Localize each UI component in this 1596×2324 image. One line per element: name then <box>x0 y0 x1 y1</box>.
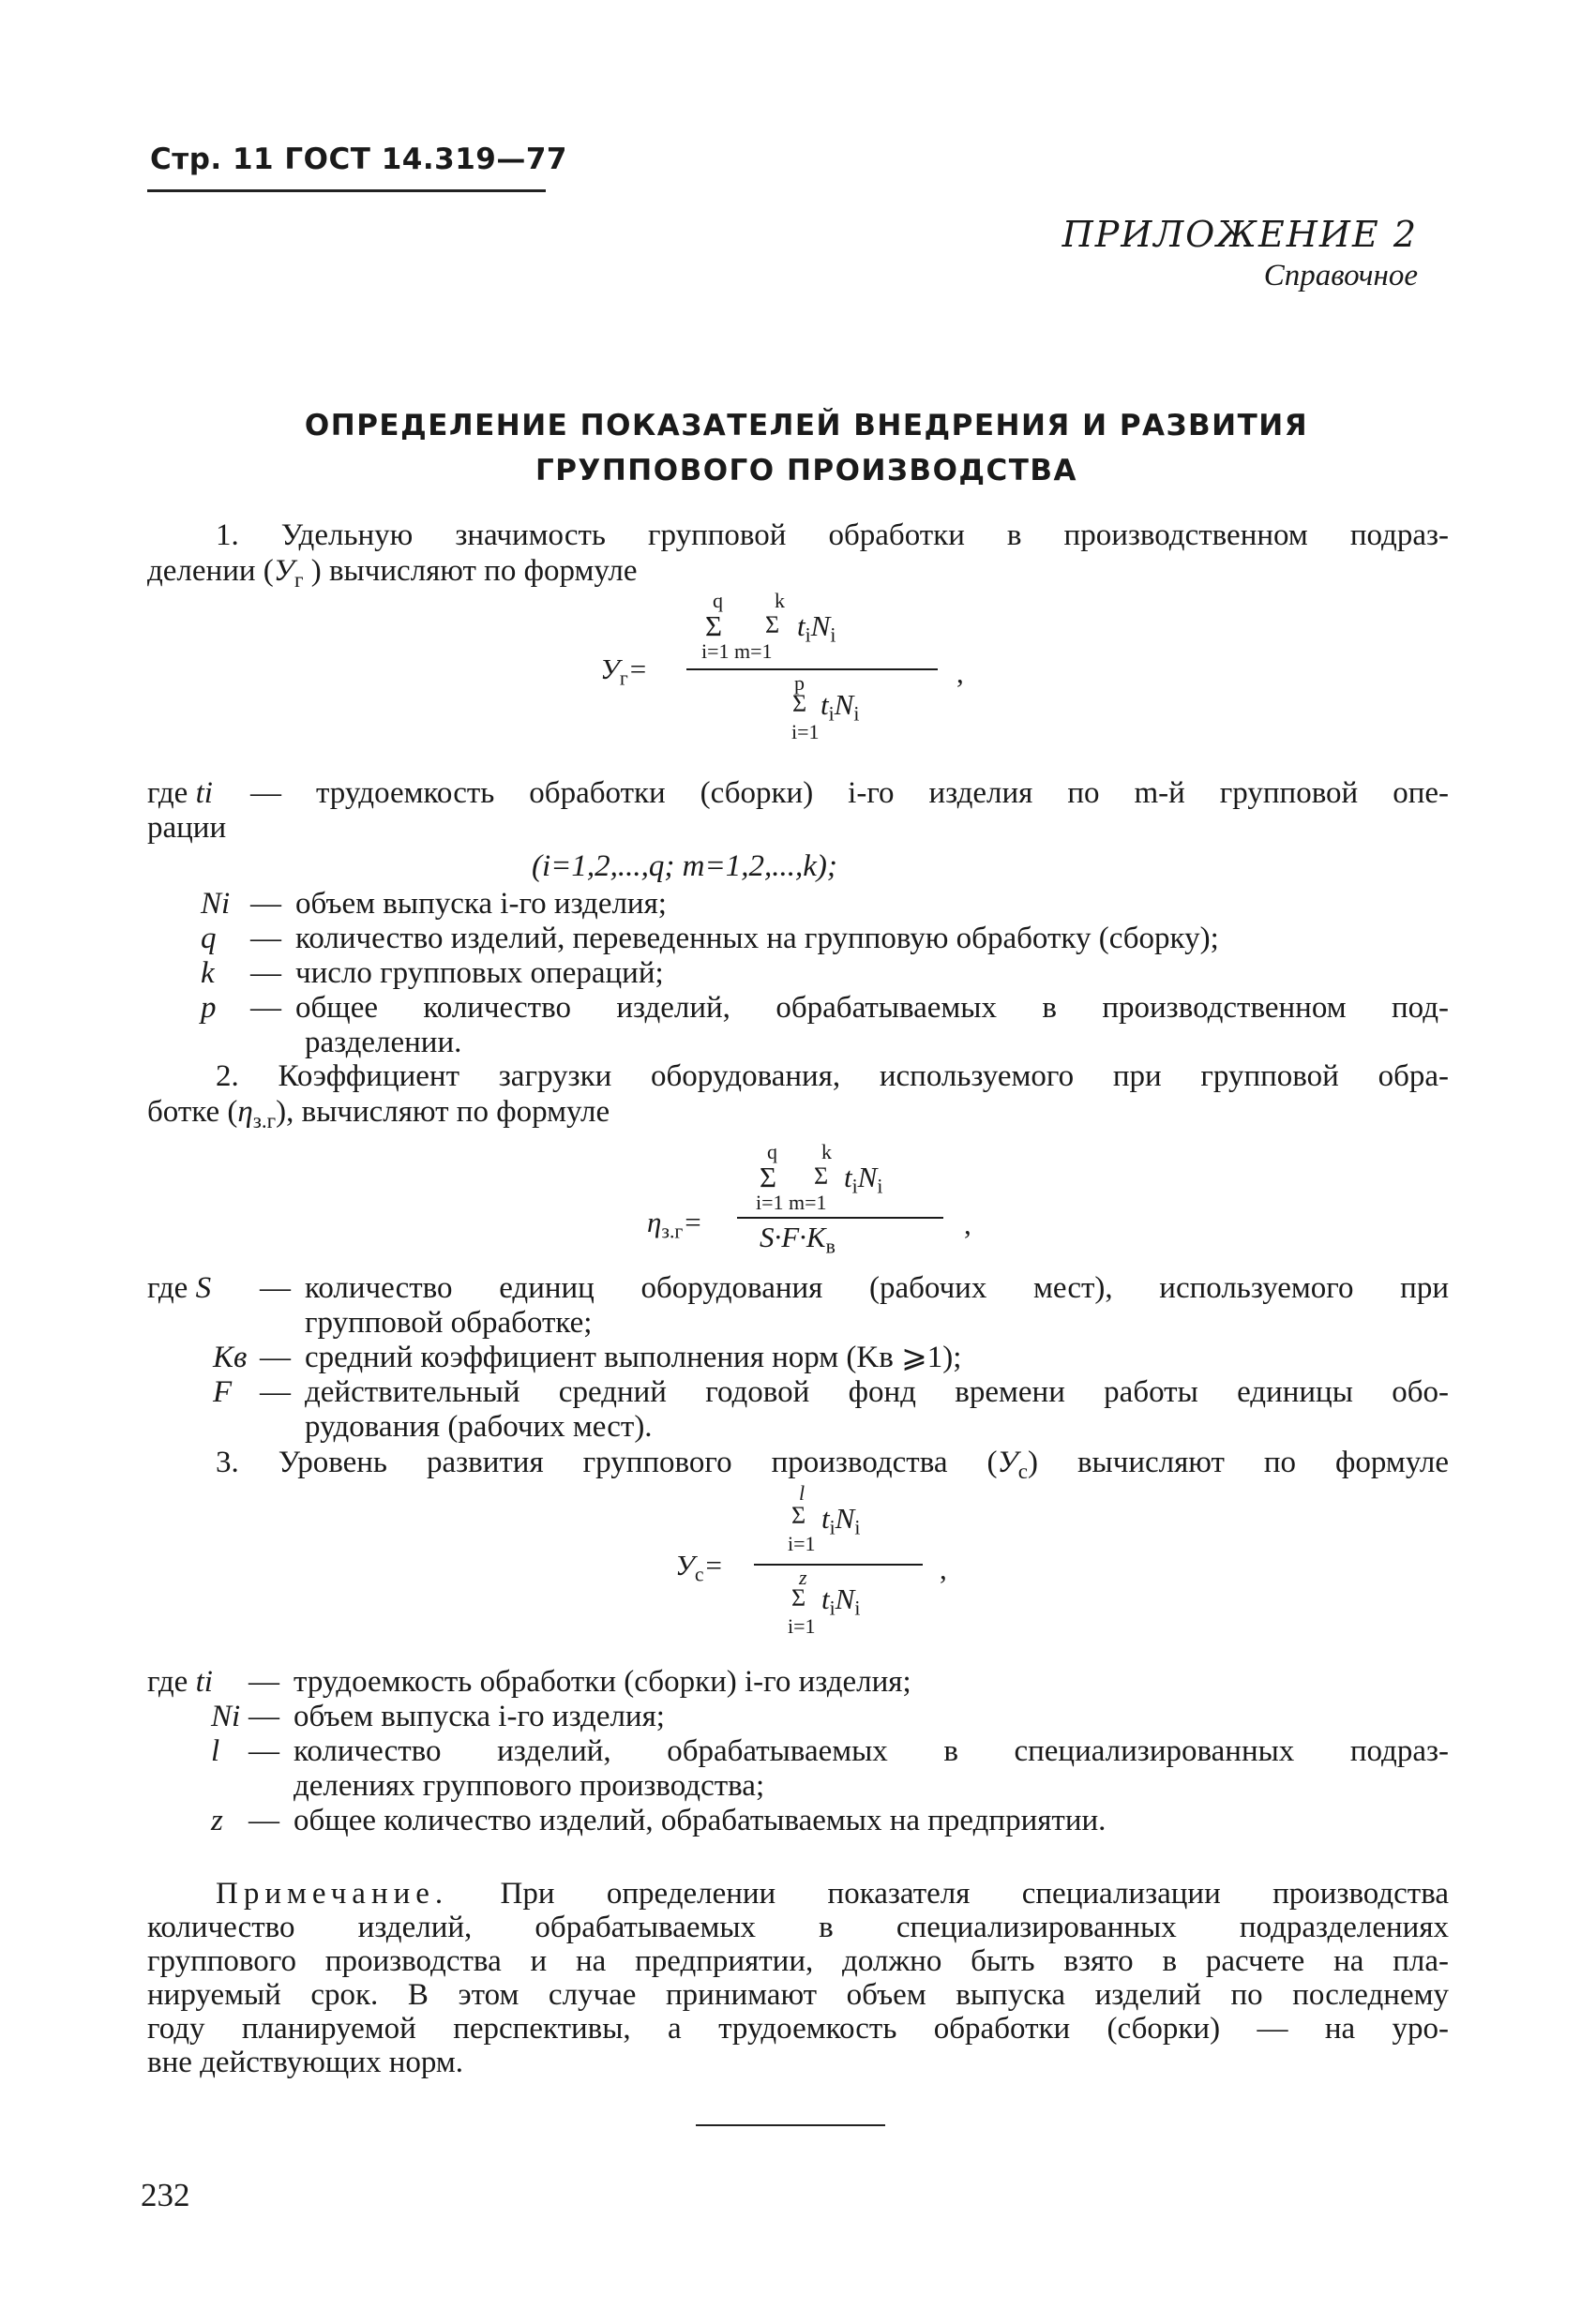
note-line1: Примечание. При определении показателя специализации производства <box>216 1877 1449 1911</box>
note-line5: году планируемой перспективы, а трудоемкость обработки (сборки) — на уро- <box>147 2012 1449 2046</box>
page-header: Стр. 11 ГОСТ 14.319—77 <box>150 142 567 176</box>
item1-line1: 1. Удельную значимость групповой обработки в производственном подраз- <box>216 518 1449 552</box>
index-ranges: (i=1,2,...,q; m=1,2,...,k); <box>532 849 837 883</box>
item1-line2: делении ($У_г$ ) вычисляют по формуле <box>147 554 638 592</box>
appendix-number: ПРИЛОЖЕНИЕ 2 <box>1061 214 1418 255</box>
definitions-1: где ti — трудоемкость обработки (сборки) i-го изделия по m-й групповой опе- рации (i=1,2,...,q; m=1,2,...,k); Ni — объем выпуска i-го изделия; q — количество изделий, переведенных на групповую обработку (сборку); k — число групповых операций; p — общее количество изделий, обрабатываемых в производственном под- разделении. <box>147 776 1449 1059</box>
item3-line: 3. Уровень развития группового производства $(У_с)$ вычисляют по формуле <box>216 1446 1449 1483</box>
definitions-2: где S — количество единиц оборудования (рабочих мест), используемого при групповой обработке; Kв — средний коэффициент выполнения норм (Kв ⩾1); F — действительный средний годовой фонд времени работы единицы обо- рудования (рабочих мест). <box>147 1271 1449 1444</box>
section-title: ОПРЕДЕЛЕНИЕ ПОКАЗАТЕЛЕЙ ВНЕДРЕНИЯ И РАЗВИТИЯ ГРУППОВОГО ПРОИЗВОДСТВА <box>304 409 1309 487</box>
item2-line2: ботке $(\eta_{з.г})$, вычисляют по формуле <box>147 1095 610 1132</box>
page-number: 232 <box>141 2177 190 2213</box>
note-line2: количество изделий, обрабатываемых в специализированных подразделениях <box>147 1911 1449 1944</box>
definitions-3: где ti — трудоемкость обработки (сборки) i-го изделия; Ni — объем выпуска i-го изделия; l — количество изделий, обрабатываемых в специализированных подраз- делениях группового производства; z — общее количество изделий, обрабатываемых на предприятии. <box>147 1665 1449 1837</box>
header-rule <box>147 189 546 192</box>
appendix-type: Справочное <box>1263 259 1418 292</box>
formula-1: q k Σ Σ $t_iN_i$ i=1 m=1 $У_г=$ , p Σ $t_iN_i$ i=1 <box>600 589 964 743</box>
formula-2: q k Σ Σ $t_iN_i$ i=1 m=1 $\eta_{з.г}=$ , $S\cdot F\cdot K_в$ <box>647 1140 971 1258</box>
note-line3: группового производства и на предприятии, должно быть взято в расчете на пла- <box>147 1944 1449 1978</box>
note-line4: нируемый срок. В этом случае принимают объем выпуска изделий по последнему <box>147 1978 1449 2012</box>
note-line6: вне действующих норм. <box>147 2046 464 2079</box>
item2-line1: 2. Коэффициент загрузки оборудования, используемого при групповой обра- <box>216 1059 1449 1093</box>
appendix-label <box>1062 214 1418 293</box>
formula-3: l Σ $t_iN_i$ i=1 $У_с=$ , z Σ $t_iN_i$ i=1 <box>675 1481 947 1638</box>
end-rule <box>696 2124 885 2126</box>
